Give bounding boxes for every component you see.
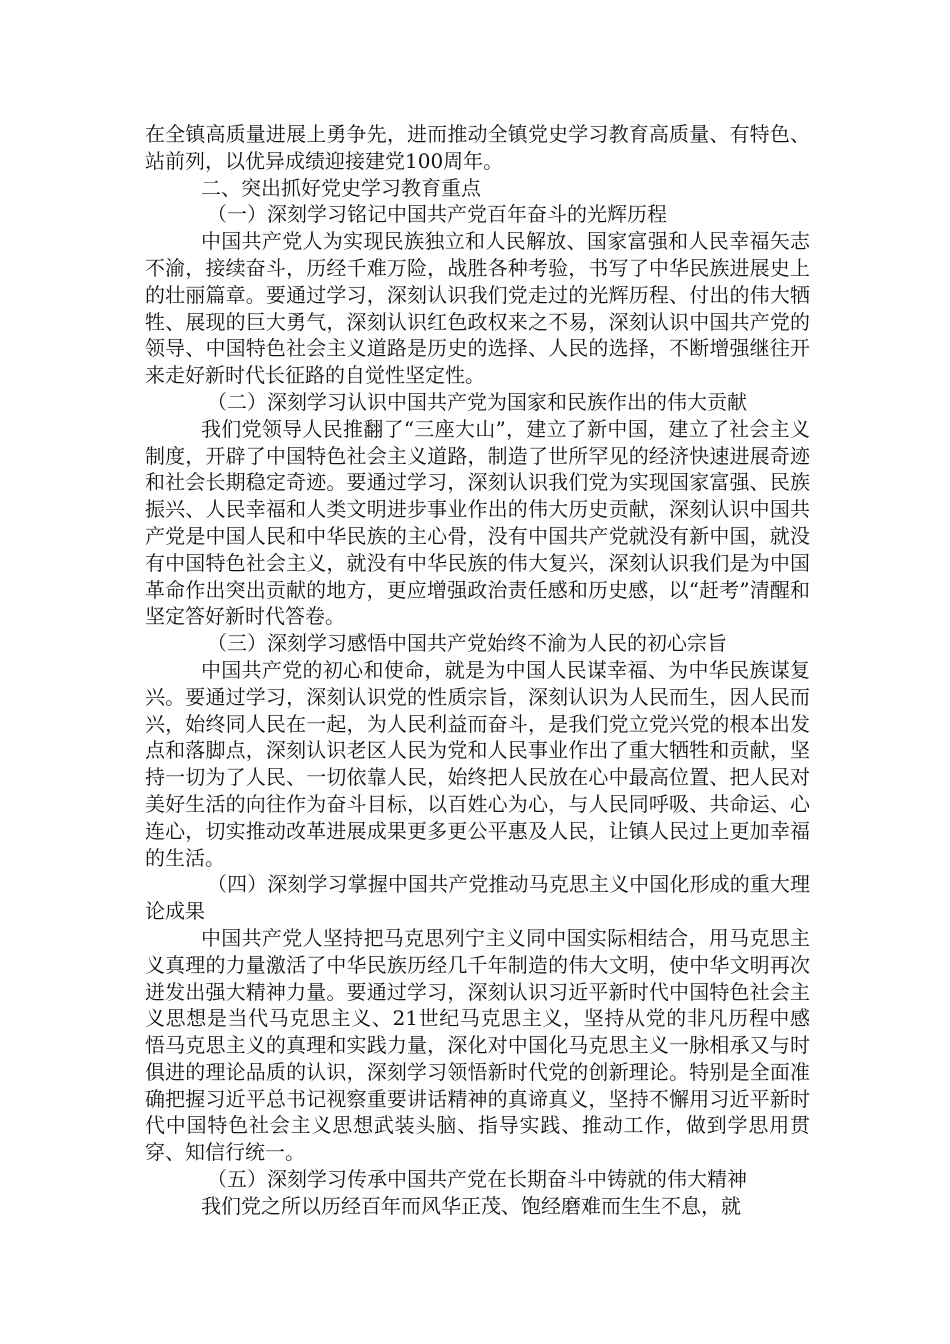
body-paragraph: 在全镇高质量进展上勇争先，进而推动全镇党史学习教育高质量、有特色、站前列，以优异成绩迎接建党100周年。 <box>145 122 810 173</box>
subsection-heading: （三）深刻学习感悟中国共产党始终不渝为人民的初心宗旨 <box>207 631 727 656</box>
subsection-heading: （一）深刻学习铭记中国共产党百年奋斗的光辉历程 <box>207 202 667 227</box>
body-paragraph: 中国共产党人坚持把马克思列宁主义同中国实际相结合，用马克思主义真理的力量激活了中华民族历经几千年制造的伟大文明，使中华文明再次迸发出强大精神力量。要通过学习，深刻认识习近平新时代中国特色社会主义思想是当代马克思主义、21世纪马克思主义，坚持从党的非凡历程中感悟马克思主义的真理和实践力量，深化对中国化马克思主义一脉相承又与时俱进的理论品质的认识，深刻学习领悟新时代党的创新理论。特别是全面准确把握习近平总书记视察重要讲话精神的真谛真义，坚持不懈用习近平新时代中国特色社会主义思想武装头脑、指导实践、推动工作，做到学思用贯穿、知信行统一。 <box>145 925 810 1165</box>
body-paragraph: 中国共产党的初心和使命，就是为中国人民谋幸福、为中华民族谋复兴。要通过学习，深刻认识党的性质宗旨，深刻认识为人民而生，因人民而兴，始终同人民在一起，为人民利益而奋斗，是我们党立党兴党的根本出发点和落脚点，深刻认识老区人民为党和人民事业作出了重大牺牲和贡献，坚持一切为了人民、一切依靠人民，始终把人民放在心中最高位置、把人民对美好生活的向往作为奋斗目标，以百姓心为心，与人民同呼吸、共命运、心连心，切实推动改革进展成果更多更公平惠及人民，让镇人民过上更加幸福的生活。 <box>145 657 810 870</box>
subsection-heading: （二）深刻学习认识中国共产党为国家和民族作出的伟大贡献 <box>207 389 747 414</box>
subsection-heading: （四）深刻学习掌握中国共产党推动马克思主义中国化形成的重大理论成果 <box>145 872 810 924</box>
body-paragraph: 中国共产党人为实现民族独立和人民解放、国家富强和人民幸福矢志不渝，接续奋斗，历经千难万险，战胜各种考验，书写了中华民族进展史上的壮丽篇章。要通过学习，深刻认识我们党走过的光辉历程、付出的伟大牺牲、展现的巨大勇气，深刻认识红色政权来之不易，深刻认识中国共产党的领导、中国特色社会主义道路是历史的选择、人民的选择，不断增强继往开来走好新时代长征路的自觉性坚定性。 <box>145 229 810 388</box>
subsection-heading: （五）深刻学习传承中国共产党在长期奋斗中铸就的伟大精神 <box>207 1167 747 1192</box>
section-heading: 二、突出抓好党史学习教育重点 <box>201 175 481 200</box>
document-body <box>145 121 810 1220</box>
body-paragraph: 我们党之所以历经百年而风华正茂、饱经磨难而生生不息，就 <box>201 1193 741 1218</box>
body-paragraph: 我们党领导人民推翻了“三座大山”，建立了新中国，建立了社会主义制度，开辟了中国特色社会主义道路，制造了世所罕见的经济快速进展奇迹和社会长期稳定奇迹。要通过学习，深刻认识我们党为实现国家富强、民族振兴、人民幸福和人类文明进步事业作出的伟大历史贡献，深刻认识中国共产党是中国人民和中华民族的主心骨，没有中国共产党就没有新中国，就没有中国特色社会主义，就没有中华民族的伟大复兴，深刻认识我们是为中国革命作出突出贡献的地方，更应增强政治责任感和历史感，以“赶考”清醒和坚定答好新时代答卷。 <box>145 416 810 629</box>
